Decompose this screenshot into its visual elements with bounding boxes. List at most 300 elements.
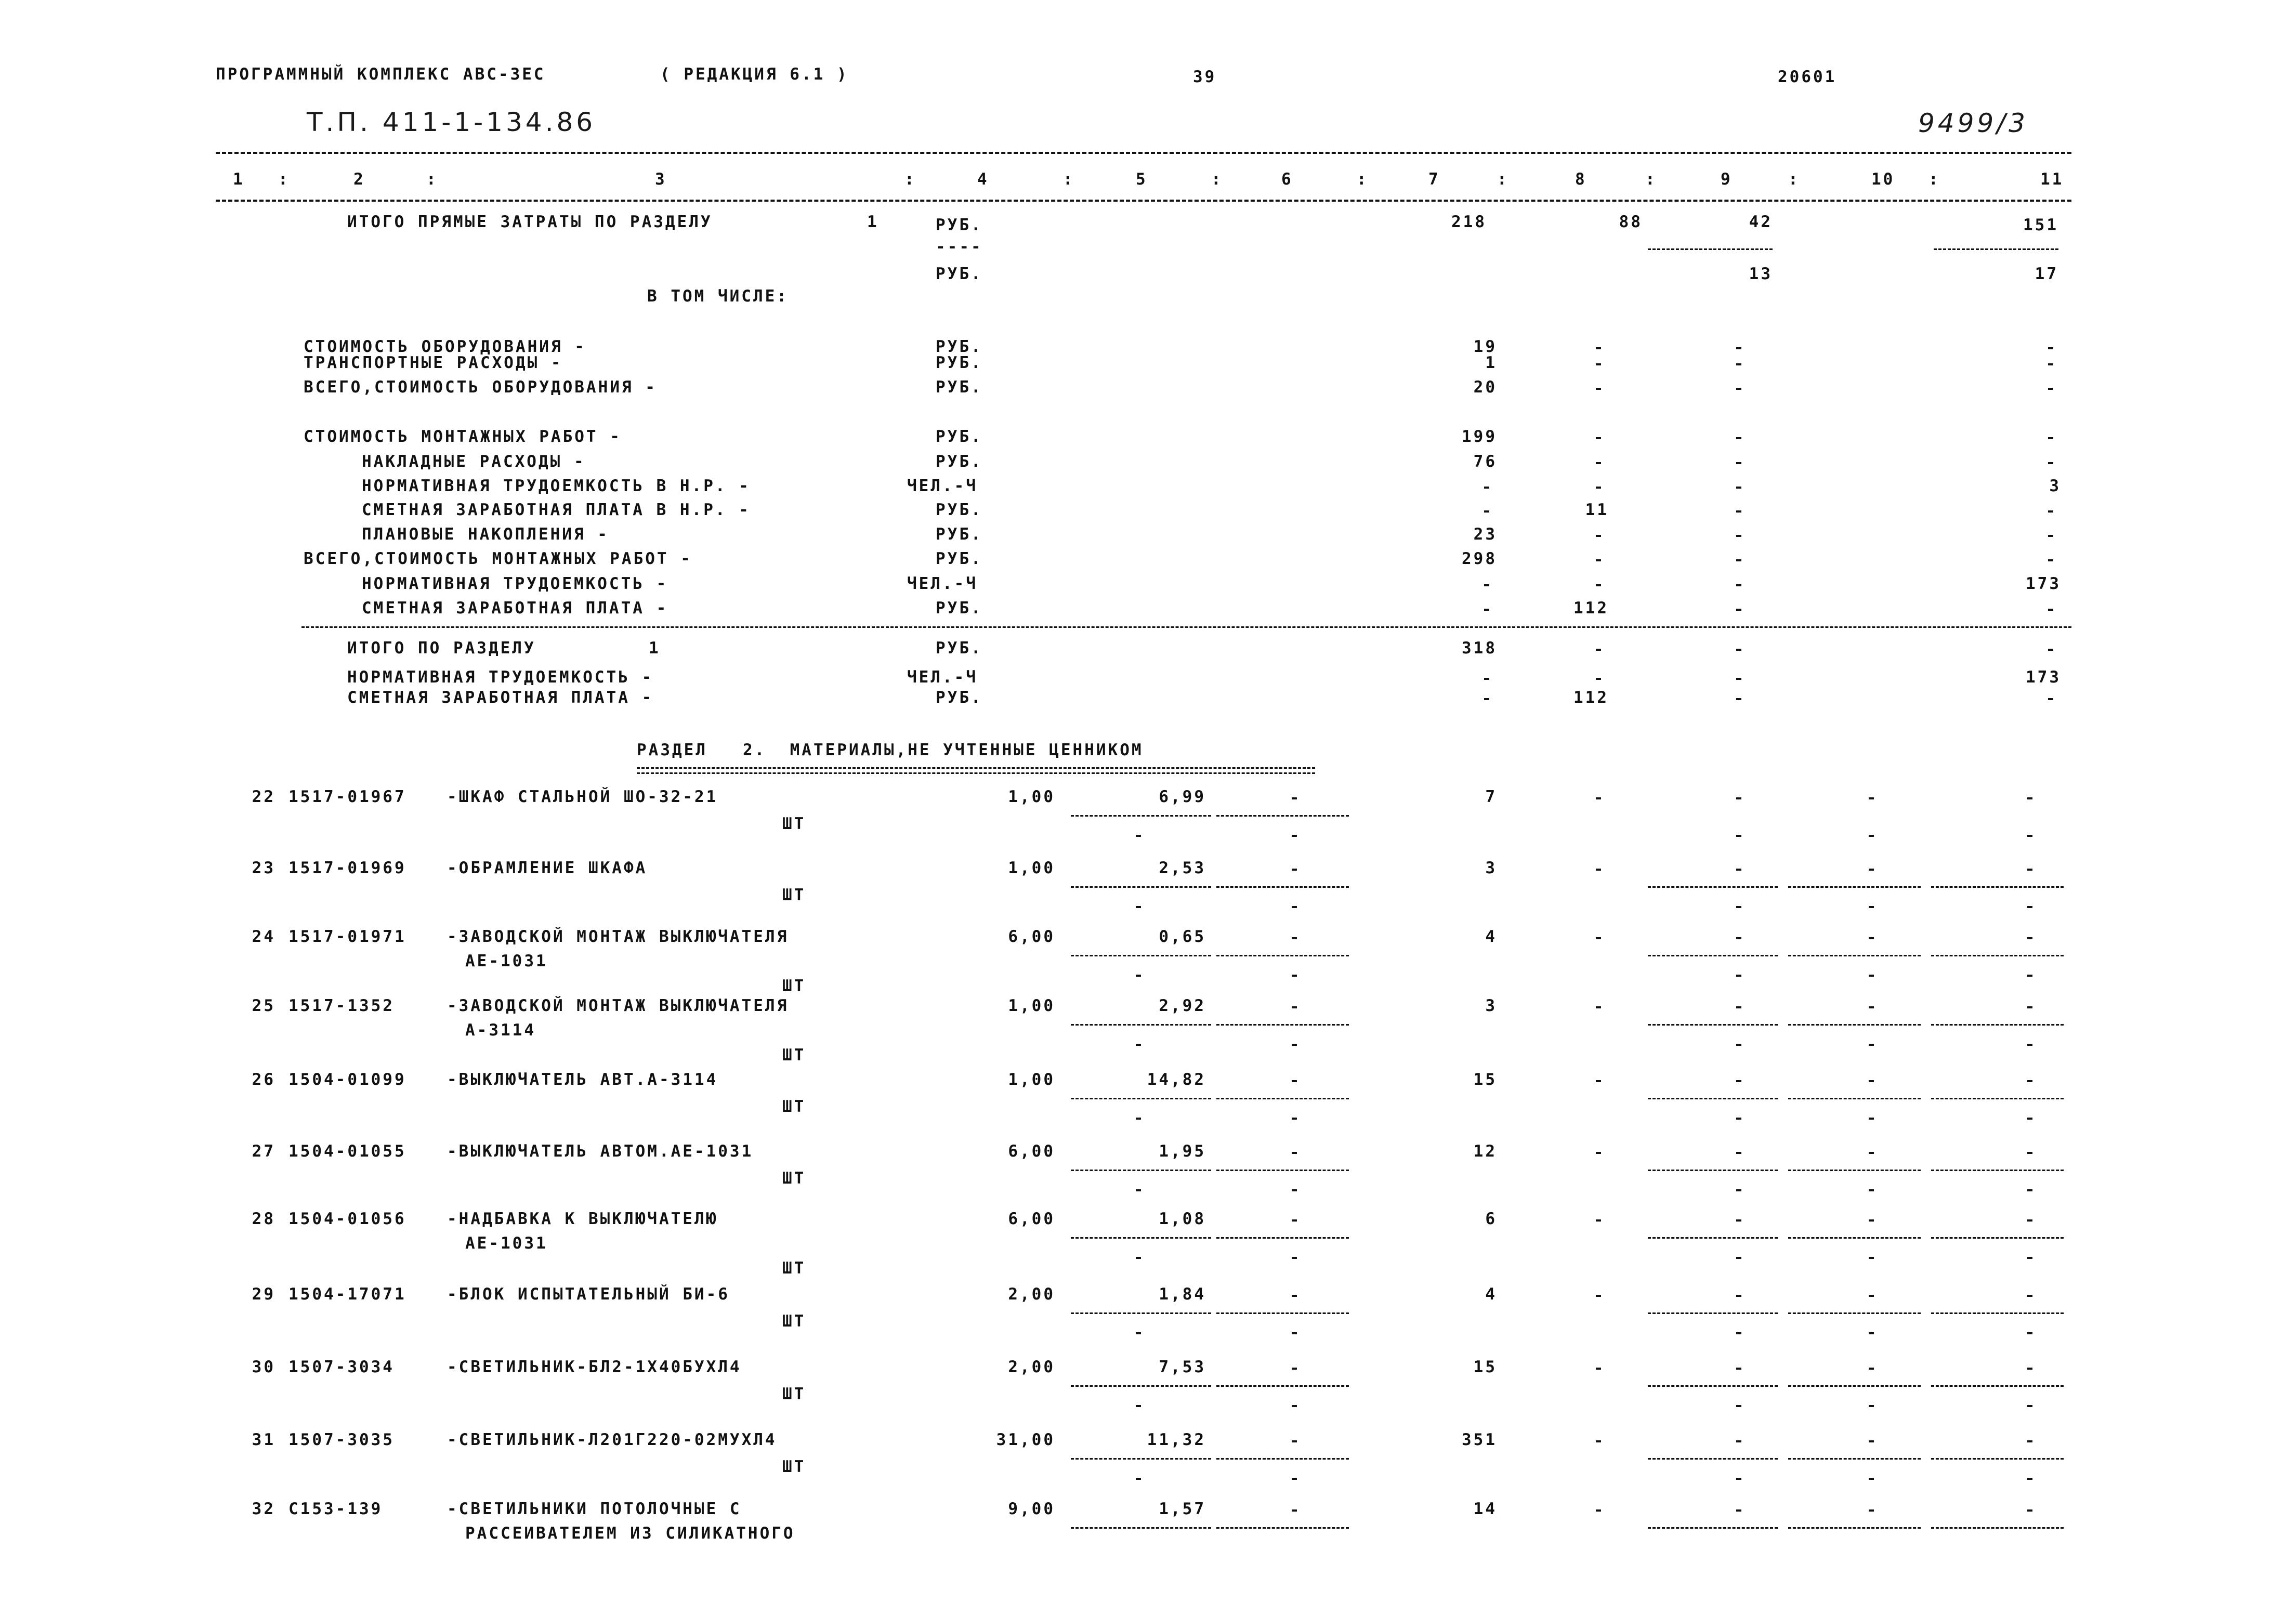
- item-quantity: 1,00: [1008, 1070, 1055, 1089]
- item-continuation-mark: [1136, 1332, 1141, 1334]
- item-continuation-mark: [1869, 835, 1874, 837]
- summary-line-label: СТОИМОСТЬ МОНТАЖНЫХ РАБОТ -: [304, 427, 622, 446]
- item-col8: [1596, 1080, 1601, 1082]
- item-col7: 15: [1473, 1358, 1497, 1376]
- item-subtotal-rule: [1931, 1237, 2064, 1239]
- item-col6: [1292, 1080, 1297, 1082]
- summary-line-col8: [1596, 487, 1601, 489]
- item-name-line: -ОБРАМЛЕНИЕ ШКАФА: [447, 859, 648, 877]
- item-continuation-mark: [1736, 1332, 1741, 1334]
- item-subtotal-rule: [1216, 1458, 1349, 1460]
- item-continuation-mark: [1136, 906, 1141, 908]
- item-col7: 7: [1485, 787, 1497, 806]
- item-continuation-mark: [1736, 975, 1741, 977]
- summary-line-col8: [1596, 437, 1601, 439]
- summary-line-label: СМЕТНАЯ ЗАРАБОТНАЯ ПЛАТА -: [362, 599, 668, 618]
- item-name-line: -СВЕТИЛЬНИКИ ПОТОЛОЧНЫЕ С: [447, 1500, 742, 1518]
- item-col8: [1596, 1152, 1601, 1154]
- item-continuation-mark: [1869, 1257, 1874, 1259]
- summary-line-col7: [1484, 609, 1489, 611]
- item-col11: [2027, 797, 2032, 799]
- item-subtotal-rule: [1216, 1312, 1349, 1314]
- item-subtotal-rule: [1931, 955, 2064, 956]
- item-number: 26: [252, 1070, 275, 1089]
- item-col6: [1292, 1295, 1297, 1297]
- section-total-line-unit: РУБ.: [936, 639, 983, 658]
- summary-line-col7: [1484, 584, 1489, 586]
- item-subtotal-rule: [1788, 1098, 1921, 1099]
- summary-line-col11: [2048, 388, 2053, 390]
- item-col9: [1736, 1295, 1741, 1297]
- item-col11: [2027, 869, 2032, 871]
- item-subtotal-rule: [1788, 1312, 1921, 1314]
- section-total-line-col9: [1736, 678, 1741, 680]
- column-separator: :: [1357, 170, 1369, 189]
- item-code: 1507-3035: [288, 1430, 395, 1449]
- total-direct-unit: РУБ.: [936, 216, 983, 234]
- item-code: 1517-01969: [288, 859, 406, 877]
- item-col6: [1292, 1219, 1297, 1222]
- column-number-6: 6: [1281, 170, 1293, 189]
- total-direct-col8: 88: [1619, 213, 1643, 231]
- item-continuation-mark: [1292, 1257, 1297, 1259]
- summary-line-col11: [2048, 437, 2053, 439]
- item-unit: ШТ: [782, 1457, 806, 1476]
- item-subtotal-rule: [1788, 1024, 1921, 1026]
- column-separator: :: [278, 170, 290, 189]
- item-continuation-mark: [1736, 1189, 1741, 1191]
- item-subtotal-rule: [1216, 1098, 1349, 1099]
- item-subtotal-rule: [1931, 1385, 2064, 1387]
- item-col10: [1869, 1006, 1874, 1008]
- item-col7: 6: [1485, 1210, 1497, 1228]
- item-name-line: -ЗАВОДСКОЙ МОНТАЖ ВЫКЛЮЧАТЕЛЯ: [447, 927, 789, 946]
- item-subtotal-rule: [1648, 1024, 1778, 1026]
- section-total-line-col11: [2048, 698, 2053, 700]
- item-unit: ШТ: [782, 1312, 806, 1331]
- column-number-4: 4: [977, 170, 989, 189]
- item-subtotal-rule: [1216, 1170, 1349, 1171]
- summary-line-unit: РУБ.: [936, 501, 983, 519]
- item-subtotal-rule: [1071, 1385, 1211, 1387]
- item-continuation-mark: [1136, 1189, 1141, 1191]
- item-price: 11,32: [1147, 1430, 1206, 1449]
- item-col9: [1736, 869, 1741, 871]
- item-quantity: 6,00: [1008, 1210, 1055, 1228]
- summary-line-col7: 199: [1462, 427, 1497, 446]
- item-col9: [1736, 1440, 1741, 1442]
- item-continuation-mark: [1136, 975, 1141, 977]
- section-total-line-col11: 173: [2026, 668, 2061, 687]
- item-subtotal-rule: [1648, 1458, 1778, 1460]
- item-price: 1,84: [1159, 1285, 1206, 1304]
- summary-line-col9: [1736, 584, 1741, 586]
- summary-line-col11: 173: [2026, 574, 2061, 593]
- item-continuation-mark: [1292, 1189, 1297, 1191]
- item-subtotal-rule: [1071, 1312, 1211, 1314]
- item-continuation-mark: [1136, 1405, 1141, 1407]
- item-price: 1,08: [1159, 1210, 1206, 1228]
- item-col6: [1292, 937, 1297, 939]
- item-continuation-mark: [1136, 1257, 1141, 1259]
- item-continuation-mark: [1292, 975, 1297, 977]
- summary-line-col8: [1596, 388, 1601, 390]
- item-col11: [2027, 1219, 2032, 1222]
- item-unit: ШТ: [782, 1259, 806, 1278]
- item-col8: [1596, 1368, 1601, 1370]
- item-col8: [1596, 937, 1601, 939]
- section-total-line-col11: [2048, 649, 2053, 651]
- item-price: 0,65: [1159, 927, 1206, 946]
- item-col6: [1292, 1006, 1297, 1008]
- summary-line-unit: РУБ.: [936, 549, 983, 568]
- item-subtotal-rule: [1931, 1527, 2064, 1529]
- total-direct-row2-col9: 13: [1749, 265, 1773, 283]
- column-separator: :: [1497, 170, 1509, 189]
- summary-line-col7: 20: [1473, 378, 1497, 397]
- item-col6: [1292, 869, 1297, 871]
- summary-line-label: НОРМАТИВНАЯ ТРУДОЕМКОСТЬ -: [362, 574, 668, 593]
- item-quantity: 2,00: [1008, 1285, 1055, 1304]
- item-unit: ШТ: [782, 1046, 806, 1065]
- item-subtotal-rule: [1071, 1458, 1211, 1460]
- column-number-2: 2: [353, 170, 365, 189]
- summary-line-unit: РУБ.: [936, 353, 983, 372]
- section-total-line-unit: РУБ.: [936, 688, 983, 707]
- summary-line-unit: РУБ.: [936, 337, 983, 356]
- item-subtotal-rule: [1788, 955, 1921, 956]
- summary-line-unit: РУБ.: [936, 452, 983, 471]
- item-subtotal-rule: [1788, 1170, 1921, 1171]
- summary-line-unit: ЧЕЛ.-Ч: [907, 477, 978, 495]
- column-number-3: 3: [655, 170, 667, 189]
- summary-line-unit: ЧЕЛ.-Ч: [907, 574, 978, 593]
- section-total-line-col9: [1736, 649, 1741, 651]
- section-total-label: ИТОГО ПО РАЗДЕЛУ: [347, 639, 536, 658]
- item-col7: 15: [1473, 1070, 1497, 1089]
- column-number-5: 5: [1136, 170, 1148, 189]
- summary-line-col8: [1596, 347, 1601, 349]
- item-col9: [1736, 1152, 1741, 1154]
- summary-line-col7: 23: [1473, 525, 1497, 544]
- item-subtotal-rule: [1648, 1385, 1778, 1387]
- item-continuation-mark: [1869, 975, 1874, 977]
- item-subtotal-rule: [1931, 1098, 2064, 1099]
- item-col7: 3: [1485, 996, 1497, 1015]
- item-col9: [1736, 1080, 1741, 1082]
- item-col8: [1596, 869, 1601, 871]
- item-col7: 14: [1473, 1500, 1497, 1518]
- item-subtotal-rule: [1931, 1024, 2064, 1026]
- item-col6: [1292, 1368, 1297, 1370]
- item-subtotal-rule: [1071, 1527, 1211, 1529]
- item-col9: [1736, 1219, 1741, 1222]
- col9-subtotal-rule: [1648, 248, 1773, 250]
- item-quantity: 1,00: [1008, 859, 1055, 877]
- item-name-line: -БЛОК ИСПЫТАТЕЛЬНЫЙ БИ-6: [447, 1285, 730, 1304]
- item-quantity: 31,00: [996, 1430, 1055, 1449]
- section-total-line-col7: [1484, 698, 1489, 700]
- item-price: 1,57: [1159, 1500, 1206, 1518]
- item-name-line: -ВЫКЛЮЧАТЕЛЬ АВТОМ.АЕ-1031: [447, 1142, 754, 1161]
- item-number: 31: [252, 1430, 275, 1449]
- item-name-line: АЕ-1031: [465, 1234, 548, 1253]
- column-number-9: 9: [1721, 170, 1733, 189]
- item-continuation-mark: [1292, 1044, 1297, 1046]
- column-separator: :: [426, 170, 438, 189]
- item-quantity: 9,00: [1008, 1500, 1055, 1518]
- item-col11: [2027, 1440, 2032, 1442]
- item-col8: [1596, 1006, 1601, 1008]
- item-col8: [1596, 1295, 1601, 1297]
- item-col10: [1869, 937, 1874, 939]
- item-continuation-mark: [2027, 975, 2032, 977]
- total-direct-col7: 218: [1451, 213, 1487, 231]
- item-subtotal-rule: [1071, 955, 1211, 956]
- summary-line-col11: [2048, 535, 2053, 537]
- summary-line-col7: 19: [1473, 337, 1497, 356]
- item-continuation-mark: [1292, 1405, 1297, 1407]
- col11-subtotal-rule: [1934, 248, 2058, 250]
- item-continuation-mark: [1869, 1189, 1874, 1191]
- summary-line-col9: [1736, 347, 1741, 349]
- item-col9: [1736, 937, 1741, 939]
- item-continuation-mark: [1869, 906, 1874, 908]
- summary-line-col9: [1736, 559, 1741, 561]
- total-direct-col9: 42: [1749, 213, 1773, 231]
- total-direct-section-no: 1: [867, 213, 879, 231]
- item-name-line: -ЗАВОДСКОЙ МОНТАЖ ВЫКЛЮЧАТЕЛЯ: [447, 996, 789, 1015]
- item-col10: [1869, 1509, 1874, 1512]
- item-continuation-mark: [1736, 1405, 1741, 1407]
- item-subtotal-rule: [1788, 1237, 1921, 1239]
- summary-line-label: ТРАНСПОРТНЫЕ РАСХОДЫ -: [304, 353, 563, 372]
- item-continuation-mark: [1292, 835, 1297, 837]
- table-top-rule: [216, 152, 2071, 154]
- item-unit: ШТ: [782, 977, 806, 995]
- item-continuation-mark: [1869, 1478, 1874, 1480]
- item-col6: [1292, 1440, 1297, 1442]
- section-total-rule: [301, 626, 2071, 628]
- item-price: 7,53: [1159, 1358, 1206, 1376]
- item-col7: 4: [1485, 927, 1497, 946]
- summary-line-col8: [1596, 535, 1601, 537]
- section-total-line-label: НОРМАТИВНАЯ ТРУДОЕМКОСТЬ -: [347, 668, 654, 687]
- item-number: 29: [252, 1285, 275, 1304]
- summary-line-col7: 76: [1473, 452, 1497, 471]
- item-continuation-mark: [1869, 1044, 1874, 1046]
- item-number: 27: [252, 1142, 275, 1161]
- item-quantity: 1,00: [1008, 787, 1055, 806]
- summary-line-col8: 112: [1573, 599, 1609, 618]
- item-col8: [1596, 1219, 1601, 1222]
- summary-line-label: НОРМАТИВНАЯ ТРУДОЕМКОСТЬ В Н.Р. -: [362, 477, 751, 495]
- summary-line-col8: [1596, 363, 1601, 365]
- item-subtotal-rule: [1788, 886, 1921, 888]
- item-subtotal-rule: [1648, 1237, 1778, 1239]
- item-continuation-mark: [1736, 1044, 1741, 1046]
- item-unit: ШТ: [782, 1385, 806, 1403]
- total-direct-unit-2: РУБ.: [936, 265, 983, 283]
- summary-line-col9: [1736, 510, 1741, 513]
- item-col9: [1736, 1006, 1741, 1008]
- item-name-line: -ВЫКЛЮЧАТЕЛЬ АВТ.А-3114: [447, 1070, 718, 1089]
- item-subtotal-rule: [1931, 1458, 2064, 1460]
- item-name-line: -НАДБАВКА К ВЫКЛЮЧАТЕЛЮ: [447, 1210, 718, 1228]
- item-continuation-mark: [2027, 1118, 2032, 1120]
- summary-line-col8: [1596, 462, 1601, 464]
- summary-line-col7: [1484, 510, 1489, 513]
- item-subtotal-rule: [1648, 1170, 1778, 1171]
- item-col11: [2027, 1152, 2032, 1154]
- item-subtotal-rule: [1071, 886, 1211, 888]
- item-col7: 351: [1462, 1430, 1497, 1449]
- item-continuation-mark: [1736, 835, 1741, 837]
- item-subtotal-rule: [1788, 1385, 1921, 1387]
- item-number: 25: [252, 996, 275, 1015]
- item-col6: [1292, 797, 1297, 799]
- item-name-line: -ШКАФ СТАЛЬНОЙ ШО-32-21: [447, 787, 718, 806]
- summary-line-label: НАКЛАДНЫЕ РАСХОДЫ -: [362, 452, 586, 471]
- column-separator: :: [1063, 170, 1075, 189]
- section-total-no: 1: [649, 639, 661, 658]
- item-code: 1504-01099: [288, 1070, 406, 1089]
- item-price: 1,95: [1159, 1142, 1206, 1161]
- item-continuation-mark: [2027, 1405, 2032, 1407]
- item-subtotal-rule: [1071, 1170, 1211, 1171]
- item-continuation-mark: [1292, 1332, 1297, 1334]
- column-number-10: 10: [1871, 170, 1895, 189]
- summary-line-col11: [2048, 510, 2053, 513]
- item-continuation-mark: [2027, 906, 2032, 908]
- item-number: 24: [252, 927, 275, 946]
- item-subtotal-rule: [1071, 1237, 1211, 1239]
- item-subtotal-rule: [1648, 1527, 1778, 1529]
- item-continuation-mark: [1292, 1118, 1297, 1120]
- summary-line-col11: [2048, 462, 2053, 464]
- item-quantity: 6,00: [1008, 1142, 1055, 1161]
- item-subtotal-rule: [1216, 1385, 1349, 1387]
- item-subtotal-rule: [1648, 955, 1778, 956]
- item-number: 28: [252, 1210, 275, 1228]
- summary-line-label: ВСЕГО,СТОИМОСТЬ МОНТАЖНЫХ РАБОТ -: [304, 549, 692, 568]
- item-col7: 4: [1485, 1285, 1497, 1304]
- item-continuation-mark: [1292, 906, 1297, 908]
- item-number: 22: [252, 787, 275, 806]
- summary-line-col9: [1736, 388, 1741, 390]
- item-number: 32: [252, 1500, 275, 1518]
- item-code: 1507-3034: [288, 1358, 395, 1376]
- item-col11: [2027, 1006, 2032, 1008]
- item-code: 1517-01967: [288, 787, 406, 806]
- item-continuation-mark: [2027, 1478, 2032, 1480]
- summary-line-col11: [2048, 363, 2053, 365]
- item-continuation-mark: [2027, 835, 2032, 837]
- item-col10: [1869, 1219, 1874, 1222]
- item-continuation-mark: [1136, 1044, 1141, 1046]
- column-separator: :: [1645, 170, 1657, 189]
- section-total-line-col7: 318: [1462, 639, 1497, 658]
- item-col9: [1736, 1509, 1741, 1512]
- item-continuation-mark: [1869, 1332, 1874, 1334]
- summary-line-col9: [1736, 363, 1741, 365]
- edition-label: ( РЕДАКЦИЯ 6.1 ): [660, 65, 849, 84]
- item-col11: [2027, 1368, 2032, 1370]
- item-continuation-mark: [1736, 1478, 1741, 1480]
- item-col11: [2027, 1080, 2032, 1082]
- section-total-line-unit: ЧЕЛ.-Ч: [907, 668, 978, 687]
- item-continuation-mark: [1736, 1257, 1741, 1259]
- item-subtotal-rule: [1216, 1024, 1349, 1026]
- section-total-line-col9: [1736, 698, 1741, 700]
- column-number-7: 7: [1428, 170, 1440, 189]
- item-continuation-mark: [1869, 1118, 1874, 1120]
- column-number-8: 8: [1575, 170, 1587, 189]
- item-unit: ШТ: [782, 1097, 806, 1116]
- item-quantity: 2,00: [1008, 1358, 1055, 1376]
- item-col11: [2027, 937, 2032, 939]
- section2-title-underline: [637, 767, 1315, 774]
- section-total-line-col8: [1596, 678, 1601, 680]
- item-name-line: А-3114: [465, 1021, 536, 1040]
- item-code: 1517-01971: [288, 927, 406, 946]
- document-code: 20601: [1778, 68, 1837, 86]
- item-subtotal-rule: [1216, 1527, 1349, 1529]
- item-name-line: -СВЕТИЛЬНИК-Л201Г220-02МУХЛ4: [447, 1430, 777, 1449]
- summary-line-unit: РУБ.: [936, 378, 983, 397]
- item-name-line: АЕ-1031: [465, 952, 548, 970]
- table-header-rule: [216, 200, 2071, 202]
- item-col10: [1869, 1440, 1874, 1442]
- item-col9: [1736, 797, 1741, 799]
- section-total-line-col8: [1596, 649, 1601, 651]
- item-col10: [1869, 1368, 1874, 1370]
- section2-title: РАЗДЕЛ 2. МАТЕРИАЛЫ,НЕ УЧТЕННЫЕ ЦЕННИКОМ: [637, 741, 1144, 759]
- summary-line-label: СТОИМОСТЬ ОБОРУДОВАНИЯ -: [304, 337, 586, 356]
- summary-line-col11: 3: [2049, 477, 2061, 495]
- item-col8: [1596, 797, 1601, 799]
- item-continuation-mark: [2027, 1189, 2032, 1191]
- summary-line-label: СМЕТНАЯ ЗАРАБОТНАЯ ПЛАТА В Н.Р. -: [362, 501, 751, 519]
- item-unit: ШТ: [782, 886, 806, 904]
- including-label: В ТОМ ЧИСЛЕ:: [647, 287, 789, 306]
- column-separator: :: [1788, 170, 1800, 189]
- summary-line-col9: [1736, 609, 1741, 611]
- summary-line-col11: [2048, 347, 2053, 349]
- item-unit: ШТ: [782, 815, 806, 833]
- item-continuation-mark: [1136, 835, 1141, 837]
- item-subtotal-rule: [1216, 955, 1349, 956]
- item-col7: 3: [1485, 859, 1497, 877]
- item-subtotal-rule: [1648, 1098, 1778, 1099]
- summary-line-col9: [1736, 535, 1741, 537]
- item-col7: 12: [1473, 1142, 1497, 1161]
- summary-line-label: ПЛАНОВЫЕ НАКОПЛЕНИЯ -: [362, 525, 609, 544]
- column-separator: :: [1928, 170, 1940, 189]
- item-continuation-mark: [1736, 1118, 1741, 1120]
- item-subtotal-rule: [1216, 815, 1349, 817]
- total-direct-label: ИТОГО ПРЯМЫЕ ЗАТРАТЫ ПО РАЗДЕЛУ: [347, 213, 713, 231]
- item-subtotal-rule: [1071, 815, 1211, 817]
- item-continuation-mark: [2027, 1257, 2032, 1259]
- item-code: 1504-01056: [288, 1210, 406, 1228]
- item-price: 14,82: [1147, 1070, 1206, 1089]
- item-col11: [2027, 1509, 2032, 1512]
- item-col11: [2027, 1295, 2032, 1297]
- item-continuation-mark: [1136, 1478, 1141, 1480]
- summary-line-col9: [1736, 487, 1741, 489]
- item-subtotal-rule: [1648, 886, 1778, 888]
